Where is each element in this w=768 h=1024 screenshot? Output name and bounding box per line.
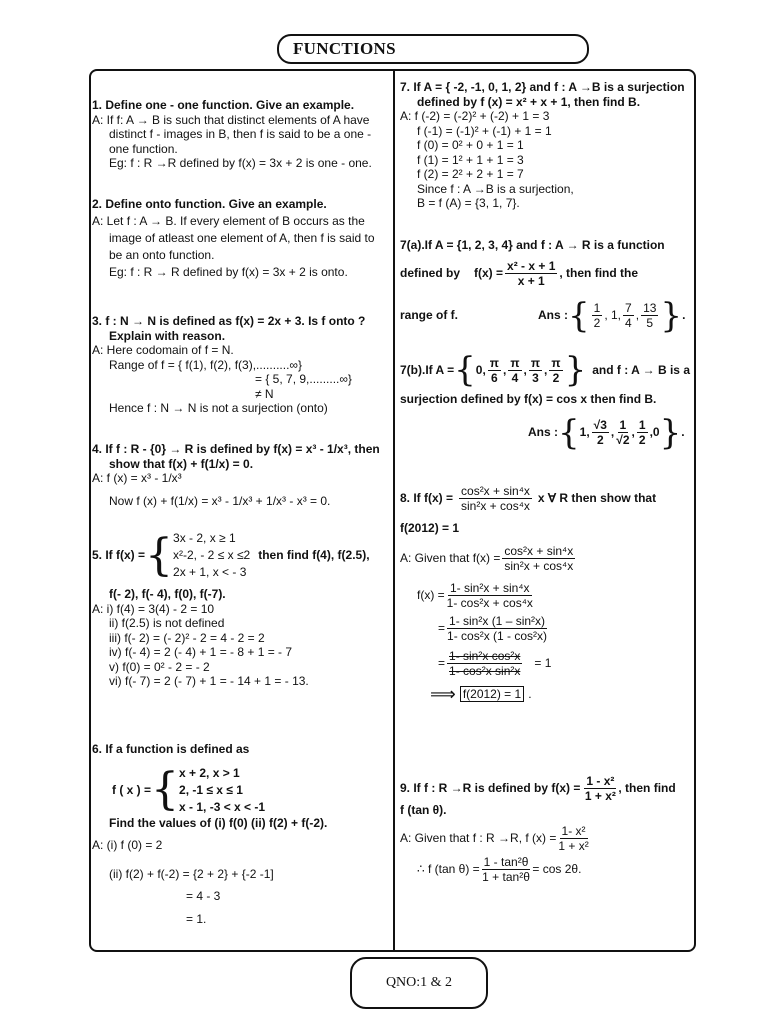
question-8: 8. If f(x) = $\frac{\text{cos²x + sin⁴x}}{\text{sin²x + cos⁴x}}$ x ∀ R then show that f(2012) = 1 A: Given that f(x) = $\frac{\text{cos²x + sin⁴x}}{\text{sin²x + cos⁴x}}$ f(x) = $\frac{\text{1- sin²x + sin⁴x}}{\text{1- cos²x + cos⁴x}}$ = $\frac{\text{1- sin²x (1 – sin²x)}}{\text{1- cos²x (1 - cos²x)}}$ = $\frac{\text{1- sin²x cos²x}}{\text{1- cos²x sin²x}}$ = 1 ⟹ f(2012) = 1 .: [400, 484, 657, 704]
right-brace-icon: }: [564, 350, 587, 390]
page-title: FUNCTIONS: [277, 34, 589, 64]
question-1: 1. Define one - one function. Give an example. A: If f: A → B is such that distinct elements of A have distinct f - images in B, then f is said to be a one - one function. Eg: f : R →R defined by f(x) = 3x + 2 is one - one.: [92, 98, 372, 170]
question-3: 3. f : N → N is defined as f(x) = 2x + 3. Is f onto ? Explain with reason. A: Here codomain of f = N. Range of f = { f(1), f(2), f(3),..........∞} = { 5, 7, 9,.........∞} ≠ N Hence f : N → N is not a surjection (onto): [92, 314, 366, 415]
left-brace-icon: {: [558, 412, 580, 453]
question-7b: 7(b).If A = { 0, $\frac{\pi}{6}$ , $\frac{\pi}{4}$ , $\frac{\pi}{3}$ , $\frac{\pi}{2}$ } and f : A → B is a surjection defined by f(x) = cos x then find B. Ans : { 1, $\frac{√3}{2}$ , $\frac{1}{√2}$ , $\frac{1}{2}$ , 0 } .: [400, 350, 690, 453]
implies-arrow-icon: ⟹: [430, 683, 456, 704]
right-brace-icon: }: [660, 295, 683, 336]
question-6: 6. If a function is defined as f ( x ) = { x + 2, x > 1 2, -1 ≤ x ≤ 1 x - 1, -3 < x < -1 Find the values of (i) f(0) (ii) f(2) + f(-2). A: (i) f (0) = 2 (ii) f(2) + f(-2) = {2 + 2} + {-2 -1] = 4 - 3 = 1.: [92, 742, 328, 926]
left-brace-icon: {: [151, 764, 180, 815]
question-7: 7. If A = { -2, -1, 0, 1, 2} and f : A →B is a surjection defined by f (x) = x² + x + 1, then find B. A: f (-2) = (-2)² + (-2) + 1 = 3 f (-1) = (-1)² + (-1) + 1 = 1 f (0) = 0² + 0 + 1 = 1 f (1) = 1² + 1 + 1 = 3 f (2) = 2² + 2 + 1 = 7 Since f : A →B is a surjection, B = f (A) = {3, 1, 7}.: [400, 80, 685, 210]
question-4: 4. If f : R - {0} → R is defined by f(x) = x³ - 1/x³, then show that f(x) + f(1/x) = 0. A: f (x) = x³ - 1/x³ Now f (x) + f(1/x) = x³ - 1/x³ + 1/x³ - x³ = 0.: [92, 442, 380, 508]
left-brace-icon: {: [145, 529, 174, 581]
right-brace-icon: }: [659, 412, 682, 453]
question-9: 9. If f : R →R is defined by f(x) = $\frac{\text{1 - x²}}{\text{1 + x²}}$ , then find f (tan θ). A: Given that f : R →R, f (x) = $\frac{\text{1- x²}}{\text{1 + x²}}$ ∴ f (tan θ) = $\frac{\text{1 - tan²θ}}{\text{1 + tan²θ}}$ = cos 2θ.: [400, 774, 676, 884]
question-5: 5. If f(x) = { 3x - 2, x ≥ 1 x²-2, - 2 ≤ x ≤2 2x + 1, x < - 3 then find f(4), f(2.5), f(- 2), f(- 4), f(0), f(-7). A: i) f(4) = 3(4) - 2 = 10 ii) f(2.5) is not defined iii) f(- 2) = (- 2)² - 2 = 4 - 2 = 2 iv) f(- 4) = 2 (- 4) + 1 = - 8 + 1 = - 7 v) f(0) = 0² - 2 = - 2 vi) f(- 7) = 2 (- 7) + 1 = - 14 + 1 = - 13.: [92, 529, 370, 688]
question-number-label: QNO:1 & 2: [350, 957, 488, 1009]
left-brace-icon: {: [568, 295, 590, 336]
column-divider: [393, 71, 395, 950]
question-7a: 7(a).If A = {1, 2, 3, 4} and f : A → R is a function defined by f(x) = $\frac{\text{x² - x + 1}}{x + 1}$ , then find the range of f. Ans : { $\frac{1}{2}$ , 1, $\frac{7}{4}$ , $\frac{13}{5}$ } .: [400, 238, 686, 336]
left-brace-icon: {: [454, 350, 476, 390]
question-2: 2. Define onto function. Give an example. A: Let f : A → B. If every element of B occurs as the image of atleast one element of A, then f is said to be an onto function. Eg: f : R → R defined by f(x) = 3x + 2 is onto.: [92, 197, 375, 279]
